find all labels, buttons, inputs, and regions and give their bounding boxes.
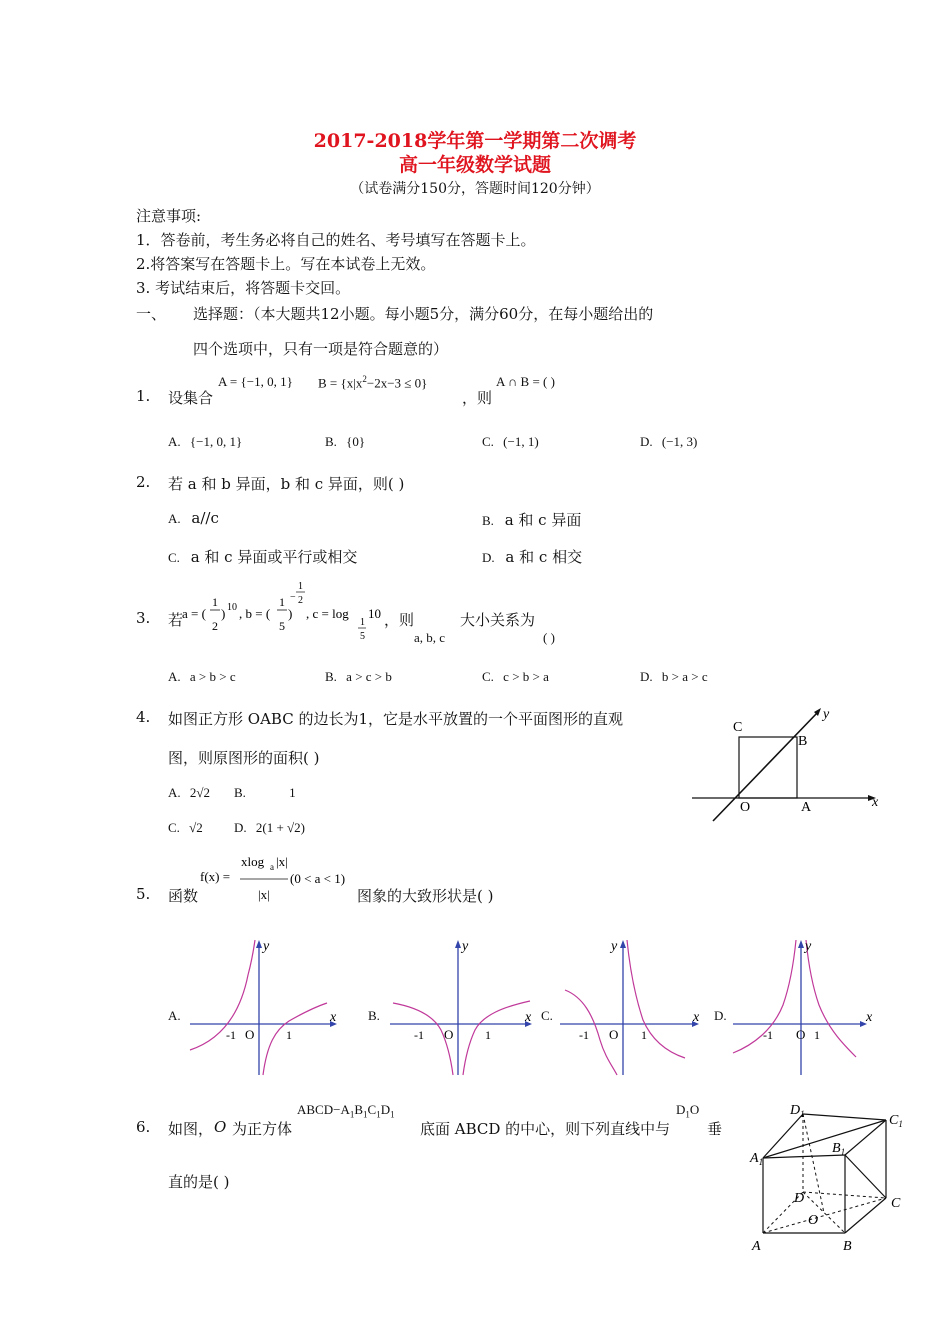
graph-b-y-arrow xyxy=(455,940,461,948)
q3-a-den: 2 xyxy=(212,619,218,633)
cube-label-c: C xyxy=(891,1196,901,1211)
graph-d-pos: 1 xyxy=(814,1028,820,1042)
q1-set-a: A = {−1, 0, 1} xyxy=(218,374,293,389)
q3-a-rhs: ) xyxy=(221,606,226,621)
q3-b-exp-num: 1 xyxy=(298,581,303,592)
q5-fx: f(x) = xyxy=(200,869,231,884)
q4-label-b: B xyxy=(798,734,808,749)
graph-d-y-arrow xyxy=(798,940,804,948)
q3-a-num: 1 xyxy=(212,595,218,609)
q5-graph-c-label: C. xyxy=(541,1008,553,1023)
q1-option-d: D. (−1, 3) xyxy=(640,434,698,449)
q6-cube-name: $ABCD-A_1B_1C_1D_1$ xyxy=(297,1102,395,1120)
q3-option-a: A. a > b > c xyxy=(168,669,236,684)
cube-label-o: O xyxy=(808,1213,819,1228)
q4-number: 4. xyxy=(136,708,151,726)
cube-edge-bc xyxy=(845,1198,886,1233)
graph-b-neg: -1 xyxy=(414,1028,424,1042)
q3-c-base-den: 5 xyxy=(360,631,365,642)
q1-set-b: $B = \{x|x^2-2x-3 \le 0\}$ xyxy=(318,374,428,391)
q6-post: 垂 xyxy=(707,1120,723,1138)
q5-graph-a xyxy=(185,935,345,1080)
graph-c-y: y xyxy=(611,939,618,954)
q3-b-exp-den: 2 xyxy=(298,595,303,606)
q5-condition: (0 < a < 1) xyxy=(290,871,346,886)
q1-mid: ，则 xyxy=(462,389,493,407)
q4-line2: 图，则原图形的面积( ) xyxy=(168,749,320,767)
q2-option-c: C. a 和 c 异面或平行或相交 xyxy=(168,548,358,566)
q5-post: 图象的大致形状是( ) xyxy=(357,887,494,905)
q1-number: 1. xyxy=(136,387,151,405)
q5-formula xyxy=(200,852,360,910)
q4-label-o: O xyxy=(740,800,751,815)
q6-o: O xyxy=(214,1118,227,1136)
q4-line1: 如图正方形 OABC 的边长为1，它是水平放置的一个平面图形的直观 xyxy=(168,710,623,728)
q4-option-b: B. 1 xyxy=(234,785,296,800)
cube-diagonal-ac xyxy=(763,1198,886,1233)
q5-graph-a-label: A. xyxy=(168,1008,181,1023)
q1-expr: A ∩ B = ( ) xyxy=(496,374,555,389)
exam-title-line1: 2017-2018学年第一学期第二次调考 xyxy=(313,130,637,152)
graph-c-x: x xyxy=(693,1010,700,1025)
graph-b-y: y xyxy=(462,939,469,954)
graph-b-right-curve xyxy=(463,1001,530,1075)
graph-c-pos: 1 xyxy=(641,1028,647,1042)
q3-mid: ，则 xyxy=(384,611,415,629)
q3-b-rhs: ) xyxy=(288,606,293,621)
q6-number: 6. xyxy=(136,1118,151,1136)
cube-label-a: A xyxy=(752,1239,761,1254)
graph-d-o: O xyxy=(796,1027,806,1042)
notes-item: 1．答卷前，考生务必将自己的姓名、考号填写在答题卡上。 xyxy=(136,231,536,249)
graph-d-y: y xyxy=(805,939,812,954)
q5-numerator-post: |x| xyxy=(276,854,288,869)
graph-c-y-arrow xyxy=(620,940,626,948)
q6-cube-figure xyxy=(748,1100,918,1255)
q4-label-a: A xyxy=(801,800,812,815)
q1-option-b: B. {0} xyxy=(325,434,366,449)
q2-option-d: D. a 和 c 相交 xyxy=(482,548,583,566)
section-text-line2: 四个选项中，只有一项是符合题意的） xyxy=(193,340,449,358)
q3-b-exp-sign: − xyxy=(290,592,296,603)
q2-option-b: B. a 和 c 异面 xyxy=(482,511,582,529)
q3-option-c: C. c > b > a xyxy=(482,669,549,684)
q4-option-a: A. 2√2 xyxy=(168,785,211,800)
q4-option-c: C. √2 xyxy=(168,820,203,835)
q5-graph-b-label: B. xyxy=(368,1008,380,1023)
q1-pre: 设集合 xyxy=(168,389,214,407)
section-number: 一、 xyxy=(136,305,167,323)
q3-option-b: B. a > c > b xyxy=(325,669,392,684)
graph-a-y-arrow xyxy=(256,940,262,948)
q4-label-c: C xyxy=(733,720,743,735)
cube-segment-d1o xyxy=(803,1114,824,1213)
graph-a-o: O xyxy=(245,1027,255,1042)
q5-graph-b xyxy=(385,935,545,1080)
graph-a-y: y xyxy=(263,939,270,954)
q3-b-den: 5 xyxy=(279,619,285,633)
graph-b-x: x xyxy=(525,1010,532,1025)
notes-item: 2.将答案写在答题卡上。写在本试卷上无效。 xyxy=(136,255,436,273)
q3-a-exp: 10 xyxy=(227,602,237,613)
graph-a-right-curve xyxy=(263,1003,327,1075)
cube-label-d1: $D_1$ xyxy=(790,1103,805,1119)
graph-d-neg: -1 xyxy=(763,1028,773,1042)
q3-a-lhs: a = ( xyxy=(182,606,206,621)
q4-figure xyxy=(690,700,890,830)
notes-heading: 注意事项: xyxy=(136,207,202,225)
cube-segment-b1c xyxy=(845,1155,886,1198)
cube-label-b1: $B_1$ xyxy=(832,1141,846,1157)
q3-c-arg: 10 xyxy=(368,606,381,621)
q4-label-y: y xyxy=(823,707,830,722)
q3-b-num: 1 xyxy=(279,595,285,609)
q1-option-c: C. (−1, 1) xyxy=(482,434,539,449)
exam-subtitle: （试卷满分150分，答题时间120分钟） xyxy=(350,181,600,197)
cube-edge-d1c1 xyxy=(803,1114,886,1120)
q5-graph-d xyxy=(728,935,888,1080)
q3-c-lhs: , c = log xyxy=(306,606,349,621)
q3-post: 大小关系为 xyxy=(460,611,536,629)
graph-b-pos: 1 xyxy=(485,1028,491,1042)
q3-number: 3. xyxy=(136,609,151,627)
q5-graph-d-label: D. xyxy=(714,1008,727,1023)
graph-a-pos: 1 xyxy=(286,1028,292,1042)
q3-paren: ( ) xyxy=(543,630,555,645)
q6-mid1: 为正方体 xyxy=(232,1120,293,1138)
notes-item: 3. 考试结束后，将答题卡交回。 xyxy=(136,279,351,297)
cube-label-b: B xyxy=(843,1239,852,1254)
cube-edge-b1c1 xyxy=(845,1120,886,1155)
q5-numerator-sub: a xyxy=(270,862,274,872)
cube-label-d: D xyxy=(794,1191,805,1206)
q5-pre: 函数 xyxy=(168,887,199,905)
q6-pre: 如图， xyxy=(168,1120,214,1138)
cube-diagonal-a1c1 xyxy=(763,1120,886,1158)
q6-line2: 直的是( ) xyxy=(168,1173,230,1191)
q6-mid2: 底面 ABCD 的中心，则下列直线中与 xyxy=(420,1120,671,1138)
q4-square xyxy=(739,737,797,798)
q2-number: 2. xyxy=(136,473,151,491)
section-text-line1: 选择题：（本大题共12小题。每小题5分，满分60分，在每小题给出的 xyxy=(193,305,654,323)
q5-graph-c xyxy=(555,935,715,1080)
q3-b-lhs: , b = ( xyxy=(239,606,271,621)
graph-a-neg: -1 xyxy=(226,1028,236,1042)
graph-b-o: O xyxy=(444,1027,454,1042)
cube-label-a1: $A_1$ xyxy=(750,1151,764,1167)
graph-c-o: O xyxy=(609,1027,619,1042)
q6-line-d1o: $D_1O$ xyxy=(676,1102,700,1120)
q4-label-x: x xyxy=(872,795,879,810)
graph-a-x: x xyxy=(330,1010,337,1025)
q3-option-d: D. b > a > c xyxy=(640,669,708,684)
cube-label-c1: $C_1$ xyxy=(889,1113,903,1129)
q1-option-a: A. {−1, 0, 1} xyxy=(168,434,243,449)
q4-option-d: D. 2(1 + √2) xyxy=(234,820,306,835)
graph-c-right-curve xyxy=(627,940,685,1058)
q3-c-base-num: 1 xyxy=(360,617,365,628)
q5-number: 5. xyxy=(136,885,151,903)
graph-d-x: x xyxy=(866,1010,873,1025)
q3-vars: a, b, c xyxy=(414,630,446,645)
exam-title-line2: 高一年级数学试题 xyxy=(398,154,551,176)
q5-denominator: |x| xyxy=(258,887,270,902)
q2-option-a: A. a//c xyxy=(168,509,219,527)
q2-text: 若 a 和 b 异面，b 和 c 异面，则( ) xyxy=(168,475,405,493)
q5-numerator: xlog xyxy=(241,854,265,869)
q3-pre: 若 xyxy=(168,611,184,629)
graph-c-neg: -1 xyxy=(579,1028,589,1042)
